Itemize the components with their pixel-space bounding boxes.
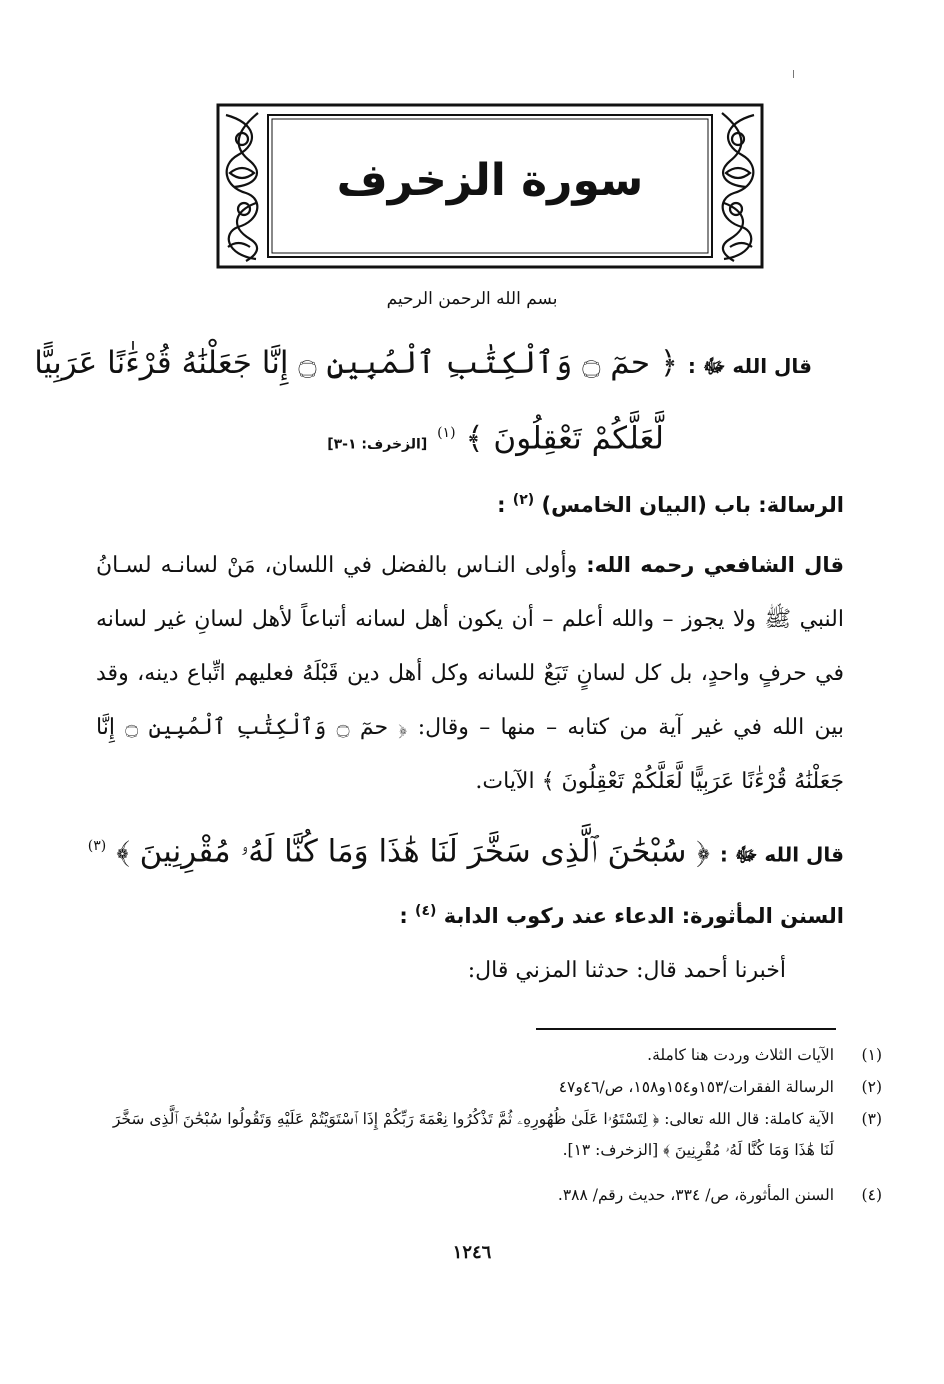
verse1-reference: [الزخرف: ١-٣] [327, 436, 428, 453]
footnote-text: الآيات الثلاث وردت هنا كاملة. [647, 1046, 834, 1064]
footnote-text: السنن المأثورة، ص/ ٣٣٤، حديث رقم/ ٣٨٨. [557, 1186, 834, 1204]
paragraph1-text: وأولى النـاس بالفضل في اللسان، مَنْ لسانـه لسـانُ النبي ﷺ ولا يجوز – والله أعلم – أن يكون أهل لسانه أتباعاً لأهل لسانِ غير لسانه في حرفٍ واحدٍ، بل كل لسانٍ تَبَعٌ للسانه وكل أهل دين قَبْلَهُ فعليهم اتِّباع دينه، وقد بين الله في غير آية من كتابه – منها – وقال: ﴿ حمٓ ۝ وَٱلْكِتَٰبِ ٱلْمُبِينِ ۝ إِنَّا جَعَلْنَٰهُ قُرْءَٰنًا عَرَبِيًّا لَّعَلَّكُمْ تَعْقِلُونَ ﴾ الآيات. [96, 553, 845, 794]
paragraph-shafii [96, 538, 844, 809]
footnote [96, 1180, 882, 1211]
verse2-lead: قال الله ﷻ : [719, 842, 844, 867]
section-heading-risala [497, 492, 844, 517]
verse1-text-line2: لَّعَلَّكُمْ تَعْقِلُونَ ﴾ [465, 420, 664, 457]
heading1-text: الرسالة: باب (البيان الخامس) [541, 493, 844, 517]
verse1-line1 [34, 343, 812, 386]
footnote-text: الآية كاملة: قال الله تعالى: ﴿ لِتَسْتَوُۥا عَلَىٰ ظُهُورِهِۦ ثُمَّ تَذْكُرُوا نِعْمَةَ رَبِّكُمْ إِذَا ٱسْتَوَيْتُمْ عَلَيْهِ وَتَقُولُوا سُبْحَٰنَ ٱلَّذِى سَخَّرَ لَنَا هَٰذَا وَمَا كُنَّا لَهُۥ مُقْرِنِينَ ﴾ [الزخرف: ١٣]. [112, 1110, 834, 1159]
section-heading-sunan [399, 903, 844, 928]
verse1-text-line1: ﴿ حمٓ ۝ وَٱلْكِتَٰبِ ٱلْمُبِينِ ۝ إِنَّا جَعَلْنَٰهُ قُرْءَٰنًا عَرَبِيًّا [34, 345, 679, 381]
surah-title-frame [216, 103, 764, 269]
paragraph-isnad: أخبرنا أحمد قال: حدثنا المزني قال: [467, 958, 786, 983]
page-number: ١٢٤٦ [452, 1242, 492, 1263]
basmala: بسم الله الرحمن الرحيم [386, 289, 558, 309]
footnote-separator [536, 1028, 836, 1030]
paragraph1-lead: قال الشافعي رحمه الله: [586, 553, 844, 577]
verse1-line2 [120, 413, 664, 464]
verse1-lead: قال الله ﷻ : [687, 354, 812, 378]
footnote-number: (٣) [861, 1110, 882, 1128]
heading1-colon: : [497, 493, 506, 517]
heading2-colon: : [399, 904, 408, 928]
footnote-text: الرسالة الفقرات/١٥٣و١٥٤و١٥٨، ص/٤٦و٤٧ [558, 1078, 834, 1096]
footnote-number: (٤) [861, 1186, 882, 1204]
footnote-number: (٢) [861, 1078, 882, 1096]
verse2-text: ﴿ سُبْحَٰنَ ٱلَّذِى سَخَّرَ لَنَا هَٰذَا وَمَا كُنَّا لَهُۥ مُقْرِنِينَ ﴾ [116, 833, 711, 870]
margin-mark [793, 70, 794, 78]
verse1-footnote-mark: (١) [437, 425, 456, 441]
footnote-number: (١) [861, 1046, 882, 1064]
heading2-footnote-mark: (٤) [415, 903, 437, 919]
footnote [96, 1104, 882, 1166]
heading1-footnote-mark: (٢) [512, 492, 535, 508]
surah-title: سورة الزخرف [336, 155, 644, 206]
heading2-text: السنن المأثورة: الدعاء عند ركوب الدابة [443, 904, 844, 928]
footnote [96, 1072, 882, 1103]
verse2-footnote-mark: (٣) [87, 838, 107, 854]
verse2-line [87, 826, 844, 874]
footnote [96, 1040, 882, 1071]
